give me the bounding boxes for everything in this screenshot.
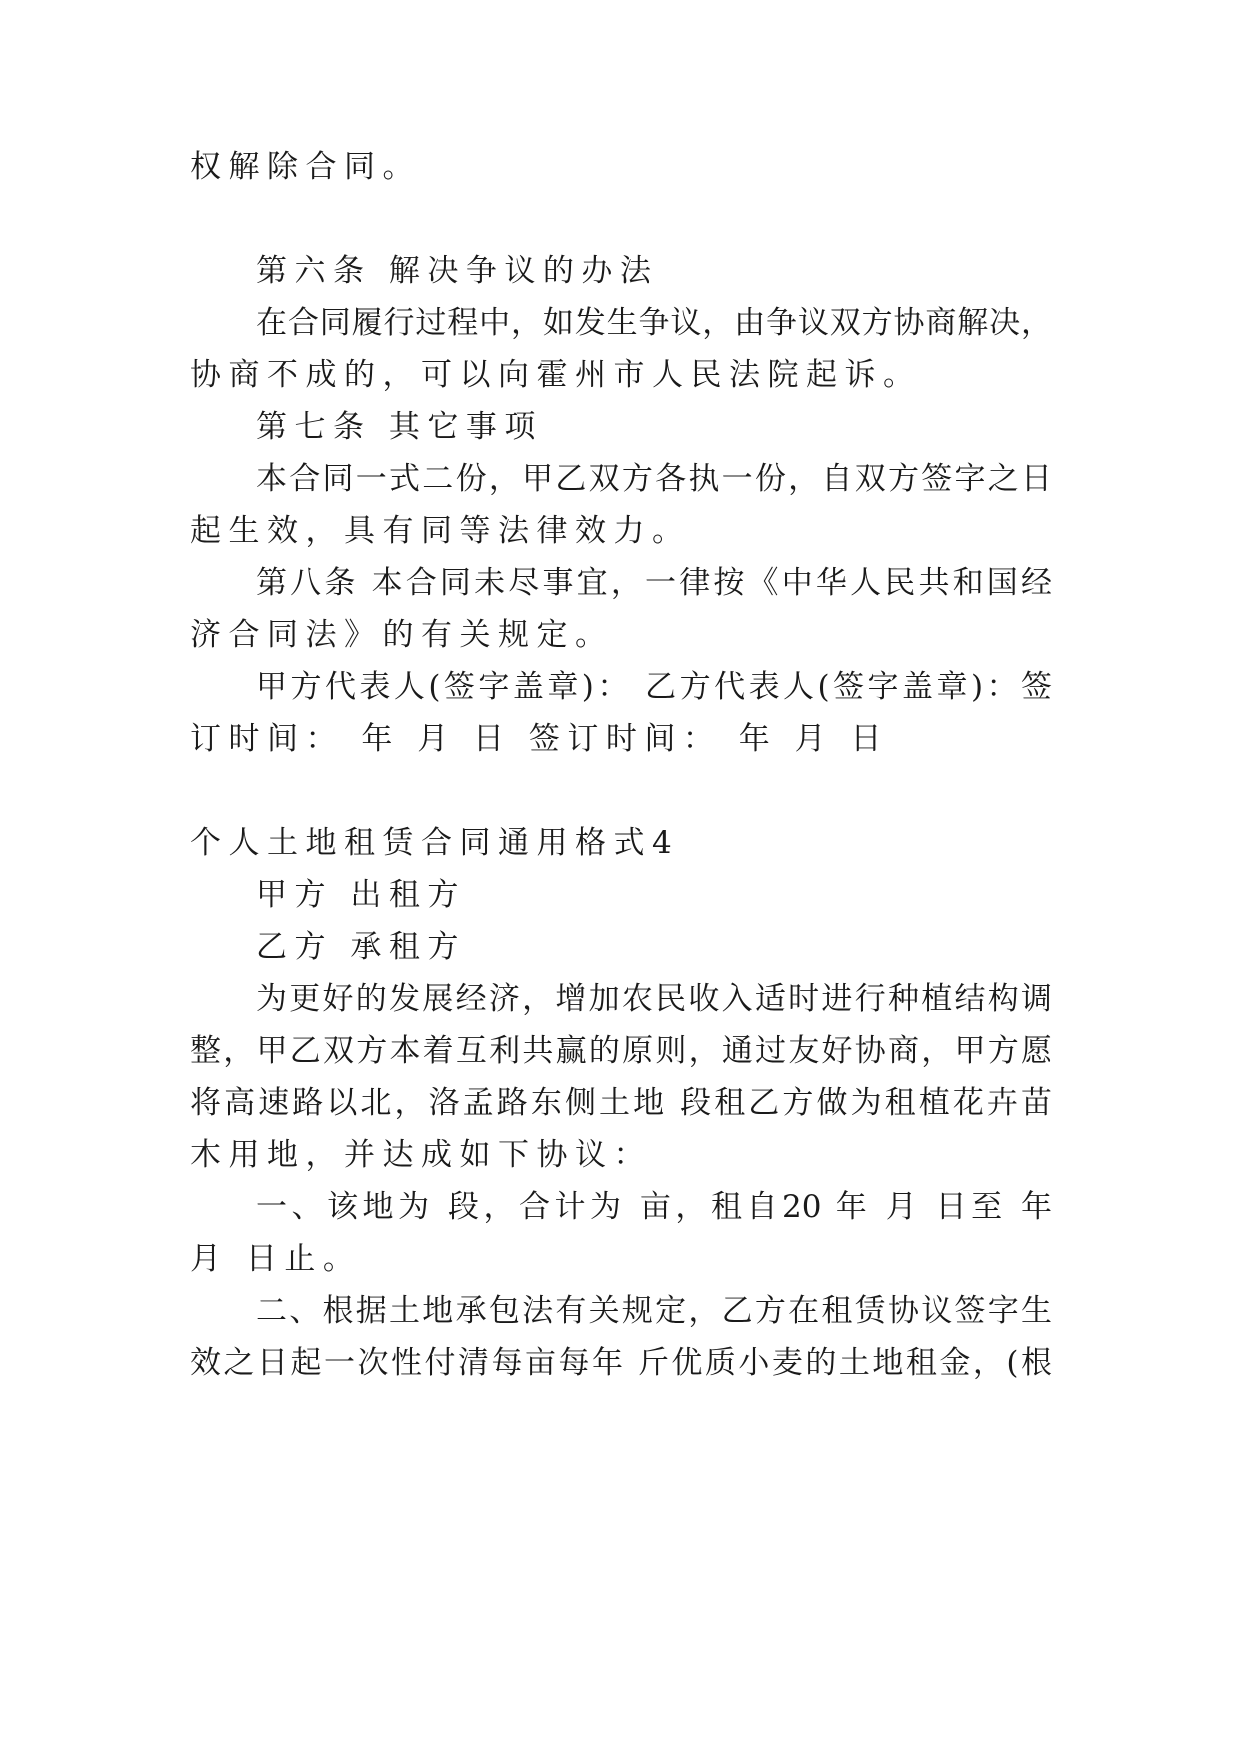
party-b-line: 乙方 承租方: [256, 929, 466, 965]
paragraph-line: 月 日止。: [190, 1241, 362, 1277]
paragraph-line: 起生效，具有同等法律效力。: [190, 513, 691, 549]
paragraph-line: 木用地，并达成如下协议：: [190, 1137, 652, 1173]
paragraph-line: 在合同履行过程中，如发生争议，由争议双方协商解决，: [256, 305, 1052, 341]
clause-1-line: 一、该地为 段，合计为 亩，租自20 年 月 日至 年: [256, 1189, 1052, 1225]
section-heading-article-6: 第六条 解决争议的办法: [256, 253, 659, 289]
section-heading-article-7: 第七条 其它事项: [256, 409, 543, 445]
signature-line: 甲方代表人(签字盖章)： 乙方代表人(签字盖章)：签: [256, 669, 1052, 705]
section-heading-article-8: 第八条 本合同未尽事宜，一律按《中华人民共和国经: [256, 565, 1052, 601]
signature-date-line: 订时间： 年 月 日 签订时间： 年 月 日: [190, 721, 889, 757]
clause-2-line: 二、根据土地承包法有关规定，乙方在租赁协议签字生: [256, 1293, 1052, 1329]
paragraph-line: 济合同法》的有关规定。: [190, 617, 614, 653]
paragraph-line: 权解除合同。: [190, 149, 421, 185]
party-a-line: 甲方 出租方: [256, 877, 466, 913]
paragraph-line: 将高速路以北，洛孟路东侧土地 段租乙方做为租植花卉苗: [190, 1085, 1052, 1121]
paragraph-line: 效之日起一次性付清每亩每年 斤优质小麦的土地租金，(根: [190, 1345, 1052, 1381]
document-title: 个人土地租赁合同通用格式4: [190, 825, 680, 861]
paragraph-line: 本合同一式二份，甲乙双方各执一份，自双方签字之日: [256, 461, 1052, 497]
paragraph-line: 整，甲乙双方本着互利共赢的原则，通过友好协商，甲方愿: [190, 1033, 1052, 1069]
paragraph-line: 协商不成的，可以向霍州市人民法院起诉。: [190, 357, 922, 393]
paragraph-line: 为更好的发展经济，增加农民收入适时进行种植结构调: [256, 981, 1052, 1017]
